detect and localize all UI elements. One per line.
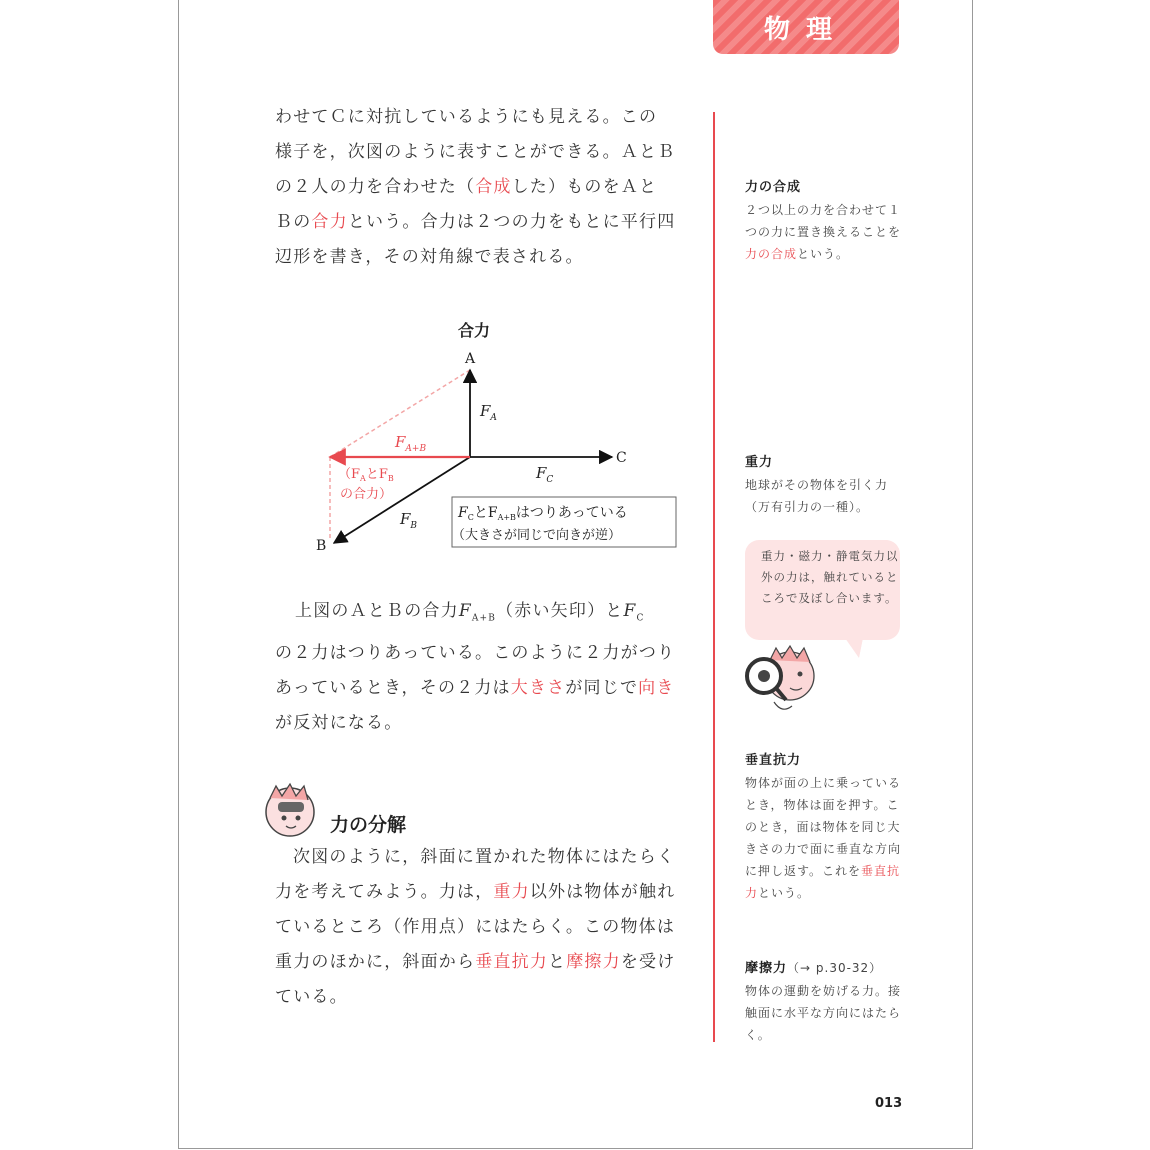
note-text: 物体が面の上に乗っているとき，物体は面を押す。このとき，面は物体を同じ大きさの力で面に垂直な方向に押し返す。これを垂直抗力という。 <box>745 776 902 900</box>
section-heading: 力の分解 <box>330 814 407 836</box>
subject-tab: 物理 <box>713 0 899 54</box>
point-a-label: A <box>465 351 476 367</box>
text-line: 次図のように，斜面に置かれた物体にはたらく <box>293 847 676 867</box>
note-term: 垂直抗力 <box>745 753 802 768</box>
text-line: の２人の力を合わせた（合成した）ものをＡと <box>275 177 658 197</box>
magnifier-mascot-icon <box>742 640 832 720</box>
text-line: あっているとき，その２力は大きさが同じで向き <box>275 678 675 699</box>
text-line: 力を考えてみよう。力は，重力以外は物体が触れ <box>275 882 676 902</box>
bubble-tail-icon <box>845 638 865 660</box>
keyword: 合力 <box>311 212 348 232</box>
paragraph-equilibrium <box>275 594 685 741</box>
keyword: 摩擦力 <box>566 952 621 972</box>
page-number: 013 <box>875 1096 903 1111</box>
point-c-label: C <box>616 450 627 466</box>
note-term: 力の合成 <box>745 180 802 195</box>
text-line: ている。 <box>275 987 348 1007</box>
sidebar-note-gravity <box>745 452 905 518</box>
paragraph-decomposition <box>275 840 685 1015</box>
note-text: 地球がその物体を引く力（万有引力の一種）。 <box>745 478 889 514</box>
resultant-note-1: （$F_A$と$F_B$ <box>338 467 394 483</box>
keyword: 垂直抗力 <box>475 952 549 972</box>
sidebar-note-friction <box>745 957 905 1046</box>
force-diagram <box>300 310 690 560</box>
text-line: の２力はつりあっている。このように２力がつり <box>275 643 676 664</box>
page-reference: （→ p.30-32） <box>787 961 883 975</box>
note-term: 摩擦力 <box>745 961 788 976</box>
label-resultant: $F_{A+B}$ <box>395 433 427 454</box>
text-line: 重力のほかに，斜面から垂直抗力と摩擦力を受け <box>275 952 676 972</box>
resultant-note-2: の合力） <box>340 487 393 502</box>
sidebar-divider <box>713 112 715 1042</box>
keyword: 大きさ <box>510 678 566 699</box>
text-line: Ｂの合力という。合力は２つの力をもとに平行四 <box>275 212 676 232</box>
label-fa: $F_A$ <box>480 402 497 423</box>
note-term-row <box>745 957 905 980</box>
text-line: が反対になる。 <box>275 713 403 734</box>
equilibrium-note-line2: （大きさが同じで向きが逆） <box>452 528 622 543</box>
equilibrium-note-line1: $F_C$と$F_{A+B}$はつりあっている <box>458 505 628 522</box>
keyword: 向き <box>638 678 675 699</box>
note-text: 物体の運動を妨げる力。接触面に水平な方向にはたらく。 <box>745 984 902 1042</box>
text-line: 辺形を書き，その対角線で表される。 <box>275 247 584 267</box>
text-line: 上図のＡとＢの合力$F_{A+B}$（赤い矢印）と$F_C$ <box>295 601 645 624</box>
mascot-icon <box>256 776 328 840</box>
label-fb: $F_B$ <box>400 510 418 531</box>
sidebar-note-synthesis <box>745 177 905 265</box>
paragraph-intro <box>275 100 685 275</box>
text-line: ているところ（作用点）にはたらく。この物体は <box>275 917 676 937</box>
note-term: 重力 <box>745 455 774 470</box>
sidebar-note-normal-force <box>745 750 905 904</box>
note-text: ２つ以上の力を合わせて１つの力に置き換えることを力の合成という。 <box>745 203 902 261</box>
text-line: わせてＣに対抗しているようにも見える。この <box>275 107 658 127</box>
speech-bubble: 重力・磁力・静電気力以外の力は，触れているところで及ぼし合います。 <box>745 540 900 640</box>
diagram-title: 合力 <box>458 321 491 340</box>
text-line: 様子を，次図のように表すことができる。ＡとＢ <box>275 142 676 162</box>
point-b-label: B <box>316 538 327 554</box>
label-fc: $F_C$ <box>536 464 554 485</box>
keyword: 重力 <box>493 882 530 902</box>
keyword: 合成 <box>475 177 512 197</box>
